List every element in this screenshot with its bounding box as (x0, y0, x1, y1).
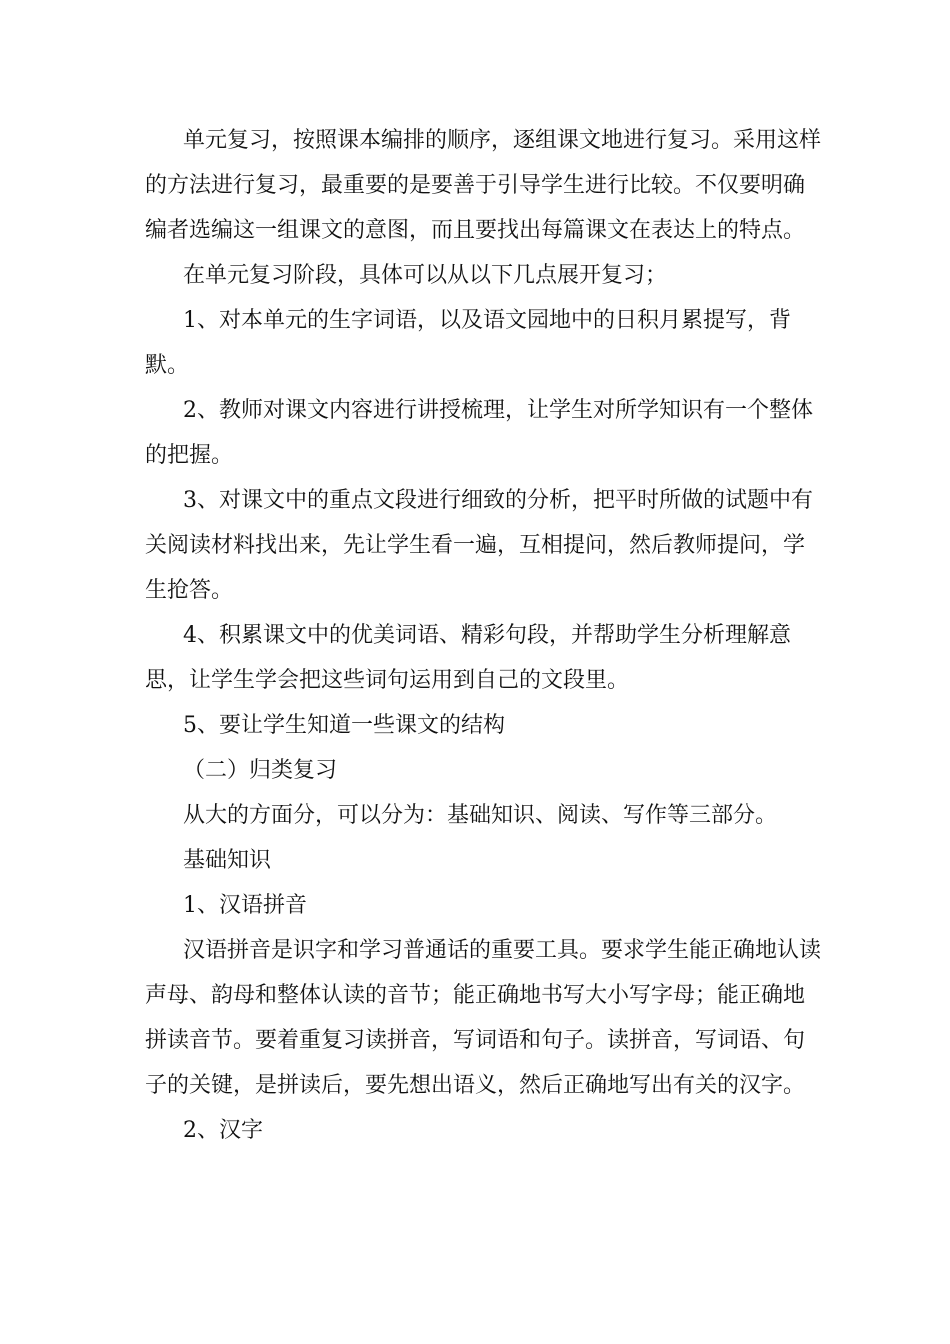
paragraph-review-stage: 在单元复习阶段，具体可以从以下几点展开复习； (183, 263, 668, 288)
paragraph-three-parts: 从大的方面分，可以分为：基础知识、阅读、写作等三部分。 (183, 803, 778, 828)
document-body (145, 118, 825, 1153)
section-heading-classified-review: （二）归类复习 (183, 758, 338, 783)
subheading-basic-knowledge: 基础知识 (183, 848, 272, 873)
subheading-pinyin: 1、汉语拼音 (183, 893, 307, 918)
paragraph-point-3: 3、对课文中的重点文段进行细致的分析，把平时所做的试题中有关阅读材料找出来，先让学生看一遍，互相提问，然后教师提问，学生抢答。 (145, 488, 813, 603)
paragraph-point-5: 5、要让学生知道一些课文的结构 (183, 713, 505, 738)
paragraph-point-1: 1、对本单元的生字词语，以及语文园地中的日积月累提写，背默。 (145, 308, 791, 378)
subheading-hanzi: 2、汉字 (183, 1118, 263, 1143)
paragraph-point-4: 4、积累课文中的优美词语、精彩句段，并帮助学生分析理解意思，让学生学会把这些词句运用到自己的文段里。 (145, 623, 791, 693)
paragraph-point-2: 2、教师对课文内容进行讲授梳理，让学生对所学知识有一个整体的把握。 (145, 398, 813, 468)
paragraph-unit-review: 单元复习，按照课本编排的顺序，逐组课文地进行复习。采用这样的方法进行复习，最重要的是要善于引导学生进行比较。不仅要明确编者选编这一组课文的意图，而且要找出每篇课文在表达上的特点。 (145, 128, 822, 243)
paragraph-pinyin: 汉语拼音是识字和学习普通话的重要工具。要求学生能正确地认读声母、韵母和整体认读的音节；能正确地书写大小写字母；能正确地拼读音节。要着重复习读拼音，写词语和句子。读拼音，写词语、句子的关键，是拼读后，要先想出语义，然后正确地写出有关的汉字。 (145, 938, 822, 1098)
